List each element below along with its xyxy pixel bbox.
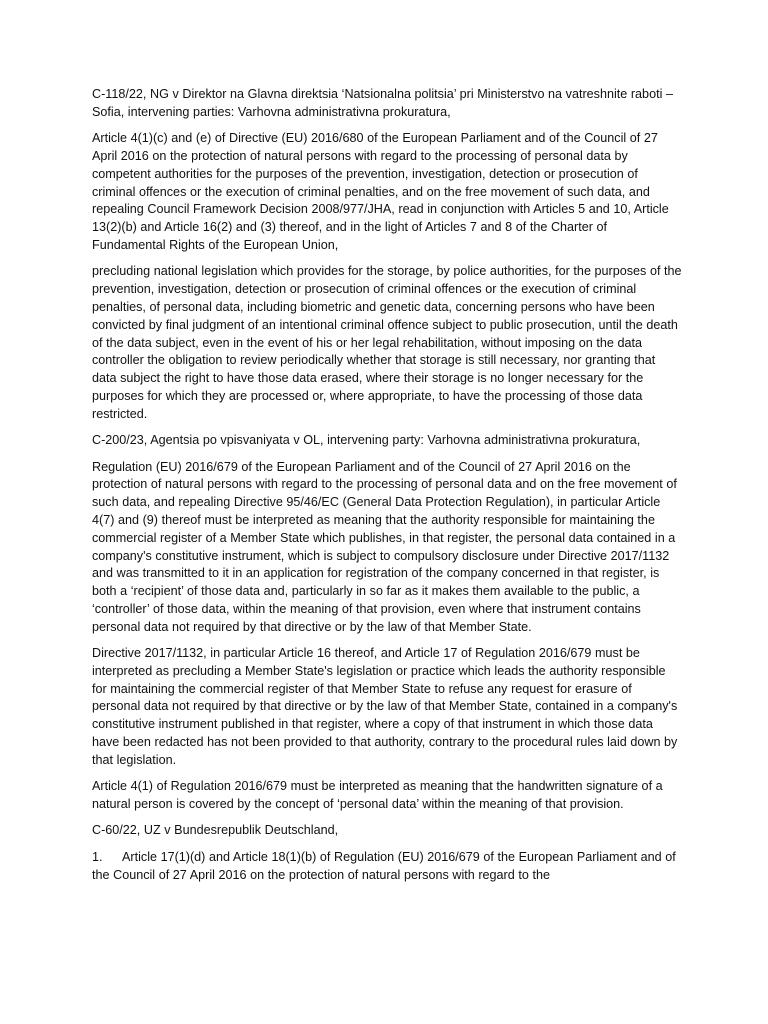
paragraph-directive-2016-680: Article 4(1)(c) and (e) of Directive (EU) 2016/680 of the European Parliament and of the Council of 27 April 2016 on the protection of natural persons with regard to the processing of personal data by competent authorities for the purposes of the prevention, investigation, detection or prosecution of criminal offences or the execution of criminal penalties, and on the free movement of such data, and repealing Council Framework Decision 2008/977/JHA, read in conjunction with Articles 5 and 10, Article 13(2)(b) and Article 16(2) and (3) thereof, and in the light of Articles 7 and 8 of the Charter of Fundamental Rights of the European Union, <box>92 131 669 252</box>
paragraph-precluding-legislation: precluding national legislation which provides for the storage, by police authorities, for the purposes of the prevention, investigation, detection or prosecution of criminal offences or the execution of criminal penalties, of personal data, including biometric and genetic data, concerning persons who have been convicted by final judgment of an intentional criminal offence subject to public prosecution, until the death of the data subject, even in the event of his or her legal rehabilitation, without imposing on the data controller the obligation to review periodically whether that storage is still necessary, nor granting that data subject the right to have those data erased, where their storage is no longer necessary for the purposes for which they are processed or, where appropriate, to have the processing of those data restricted. <box>92 264 682 421</box>
case-heading-c200-23: C-200/23, Agentsia po vpisvaniyata v OL, intervening party: Varhovna administrativna prokuratura, <box>92 433 641 448</box>
item-text: Article 17(1)(d) and Article 18(1)(b) of Regulation (EU) 2016/679 of the European Parliament and of the Council of 27 April 2016 on the protection of natural persons with regard to the <box>92 849 676 882</box>
paragraph-directive-2017-1132: Directive 2017/1132, in particular Article 16 thereof, and Article 17 of Regulation 2016/679 must be interpreted as precluding a Member State's legislation or practice which leads the authority responsible for maintaining the commercial register of that Member State to refuse any request for erasure of personal data not required by that directive or by the law of that Member State, contained in a company's constitutive instrument published in that register, where a copy of that instrument in which those data have been redacted has not been provided to that authority, contrary to the procedural rules laid down by that legislation. <box>92 646 678 767</box>
document-page <box>92 86 682 884</box>
case-heading-c118-22: C-118/22, NG v Direktor na Glavna direktsia ‘Natsionalna politsia’ pri Ministerstvo na vatreshnite raboti – Sofia, intervening parties: Varhovna administrativna prokuratura, <box>92 87 673 119</box>
numbered-item <box>92 849 682 885</box>
paragraph-regulation-2016-679: Regulation (EU) 2016/679 of the European Parliament and of the Council of 27 April 2016 on the protection of natural persons with regard to the processing of personal data and on the free movement of such data, and repealing Directive 95/46/EC (General Data Protection Regulation), in particular Article 4(7) and (9) thereof must be interpreted as meaning that the authority responsible for maintaining the commercial register of a Member State which publishes, in that register, the personal data contained in a company's constitutive instrument, which is subject to compulsory disclosure under Directive 2017/1132 and was transmitted to it in an application for registration of the company concerned in that register, is both a ‘recipient’ of those data and, particularly in so far as it makes them available to the public, a ‘controller’ of those data, within the meaning of that provision, even where that instrument contains personal data not required by that directive or by the law of that Member State. <box>92 459 677 634</box>
paragraph-handwritten-signature: Article 4(1) of Regulation 2016/679 must be interpreted as meaning that the handwritten signature of a natural person is covered by the concept of ‘personal data’ within the meaning of that provision. <box>92 779 663 812</box>
item-number: 1. <box>92 849 103 864</box>
case-heading-c60-22: C-60/22, UZ v Bundesrepublik Deutschland, <box>92 823 339 838</box>
